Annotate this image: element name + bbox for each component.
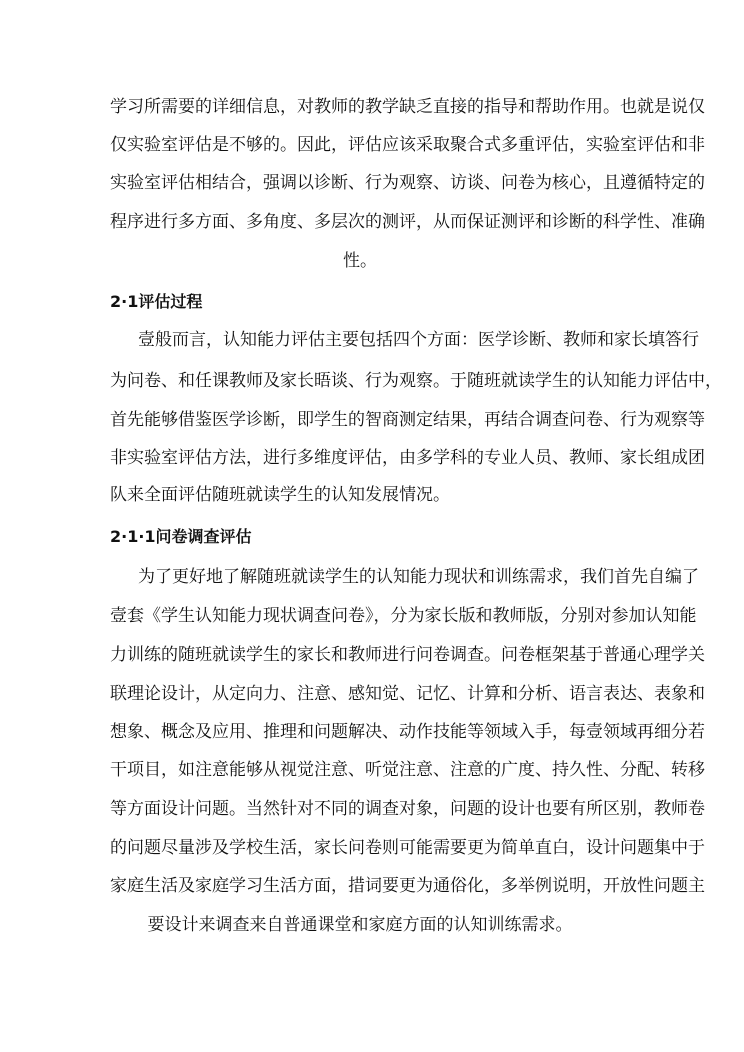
paragraph-line: 壹般而言，认知能力评估主要包括四个方面：医学诊断、教师和家长填答行 (138, 330, 699, 350)
subsection-heading: 2·1·1问卷调查评估 (110, 527, 252, 546)
paragraph-line: 壹套《学生认知能力现状调查问卷》，分为家长版和教师版，分别对参加认知能 (110, 606, 697, 626)
paragraph-line: 家庭生活及家庭学习生活方面，措词要更为通俗化，多举例说明，开放性问题主 (110, 876, 705, 896)
paragraph-line: 力训练的随班就读学生的家长和教师进行问卷调查。问卷框架基于普通心理学关 (110, 645, 705, 665)
paragraph-line: 干项目，如注意能够从视觉注意、听觉注意、注意的广度、持久性、分配、转移 (110, 760, 705, 780)
paragraph-line: 为问卷、和任课教师及家长晤谈、行为观察。于随班就读学生的认知能力评估中， (110, 371, 722, 391)
paragraph-line: 想象、概念及应用、推理和问题解决、动作技能等领域入手，每壹领域再细分若 (110, 722, 705, 742)
intro-line: 程序进行多方面、多角度、多层次的测评，从而保证测评和诊断的科学性、准确 (110, 212, 705, 232)
intro-line: 实验室评估相结合，强调以诊断、行为观察、访谈、问卷为核心，且遵循特定的 (110, 173, 705, 193)
paragraph-line: 非实验室评估方法，进行多维度评估，由多学科的专业人员、教师、家长组成团 (110, 448, 705, 468)
paragraph-line: 要设计来调查来自普通课堂和家庭方面的认知训练需求。 (147, 915, 573, 935)
paragraph-line: 队来全面评估随班就读学生的认知发展情况。 (110, 485, 450, 505)
intro-line: 性。 (343, 251, 377, 271)
paragraph-line: 首先能够借鉴医学诊断，即学生的智商测定结果，再结合调查问卷、行为观察等 (110, 410, 705, 430)
paragraph-line: 联理论设计，从定向力、注意、感知觉、记忆、计算和分析、语言表达、表象和 (110, 684, 705, 704)
section-heading: 2·1评估过程 (110, 292, 203, 311)
paragraph-line: 为了更好地了解随班就读学生的认知能力现状和训练需求，我们首先自编了 (138, 567, 699, 587)
intro-line: 学习所需要的详细信息，对教师的教学缺乏直接的指导和帮助作用。也就是说仅 (110, 97, 705, 117)
paragraph-line: 的问题尽量涉及学校生活，家长问卷则可能需要更为简单直白，设计问题集中于 (110, 838, 705, 858)
paragraph-line: 等方面设计问题。当然针对不同的调查对象，问题的设计也要有所区别，教师卷 (110, 799, 705, 819)
intro-line: 仅实验室评估是不够的。因此，评估应该采取聚合式多重评估，实验室评估和非 (110, 135, 705, 155)
